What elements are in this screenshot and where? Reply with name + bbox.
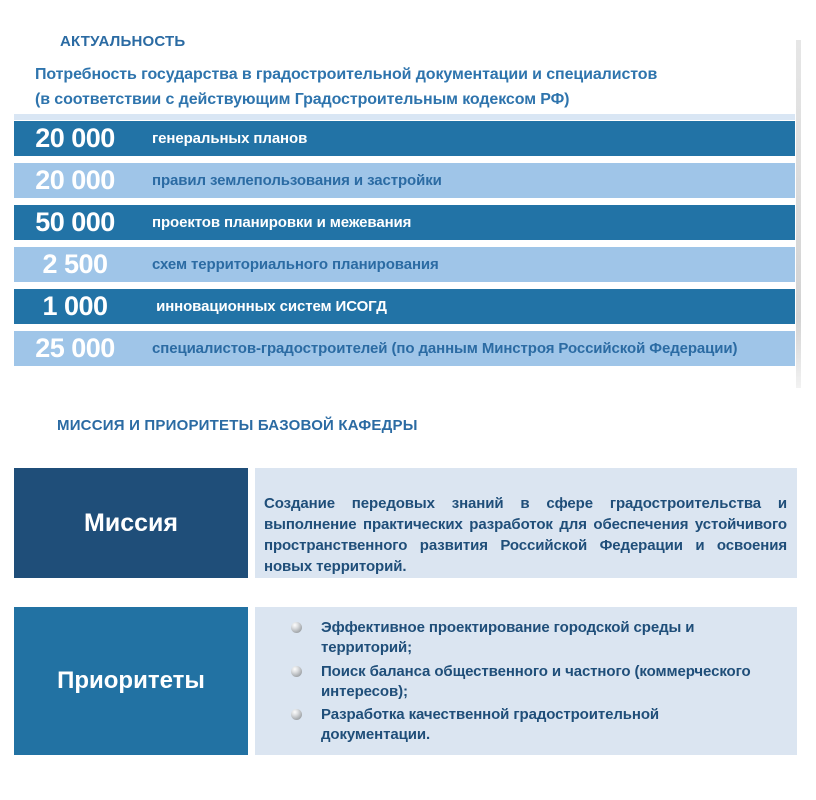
stat-value: 25 000 [35,333,115,363]
mission-title: Миссия [84,508,178,537]
bars-top-strip [14,114,795,120]
section-title-mission-priorities: МИССИЯ И ПРИОРИТЕТЫ БАЗОВОЙ КАФЕДРЫ [57,417,418,434]
priorities-list-panel [255,607,797,755]
stat-label: инновационных систем ИСОГД [152,298,387,315]
section-title-relevance: АКТУАЛЬНОСТЬ [60,33,186,50]
stat-bar [14,121,795,156]
mission-row [14,468,797,578]
stat-value: 20 000 [35,123,115,153]
stat-bar [14,205,795,240]
priorities-row [14,607,797,755]
mission-text: Создание передовых знаний в сфере градостроительства и выполнение практических разработок для обеспечения устойчивого пространственного развития Российской Федерации и освоения новых территорий. [264,495,787,575]
stat-label: генеральных планов [152,130,308,147]
stats-bars [14,121,795,373]
priority-item [291,618,777,658]
priority-item [291,662,777,702]
sphere-bullet-icon [291,666,302,677]
stat-label: правил землепользования и застройки [152,172,442,189]
priority-text: Эффективное проектирование городской среды и территорий; [321,619,695,656]
stat-bar [14,331,795,366]
stat-bar [14,247,795,282]
stat-value: 1 000 [42,291,108,321]
subtitle-line-1: Потребность государства в градостроительной документации и специалистов [35,66,658,83]
mission-title-box [14,468,248,578]
stat-bar [14,289,795,324]
stat-value: 50 000 [35,207,115,237]
sphere-bullet-icon [291,709,302,720]
stat-bar [14,163,795,198]
stat-label: специалистов-градостроителей (по данным Минстроя Российской Федерации) [152,340,738,357]
priority-text: Поиск баланса общественного и частного (коммерческого интересов); [321,662,751,700]
mission-text-panel [255,468,797,578]
subtitle [35,62,657,112]
priority-item [291,705,777,745]
stat-label: проектов планировки и межевания [152,214,412,231]
priority-text: Разработка качественной градостроительной документации. [321,706,660,743]
sphere-bullet-icon [291,622,302,633]
stat-value: 2 500 [42,249,108,279]
slide-edge-shadow [796,40,801,388]
priorities-title-box [14,607,248,755]
priorities-title: Приоритеты [57,667,205,694]
subtitle-line-2: (в соответствии с действующим Градостроительным кодексом РФ) [35,91,570,108]
stat-label: схем территориального планирования [152,256,439,273]
stat-value: 20 000 [35,165,115,195]
